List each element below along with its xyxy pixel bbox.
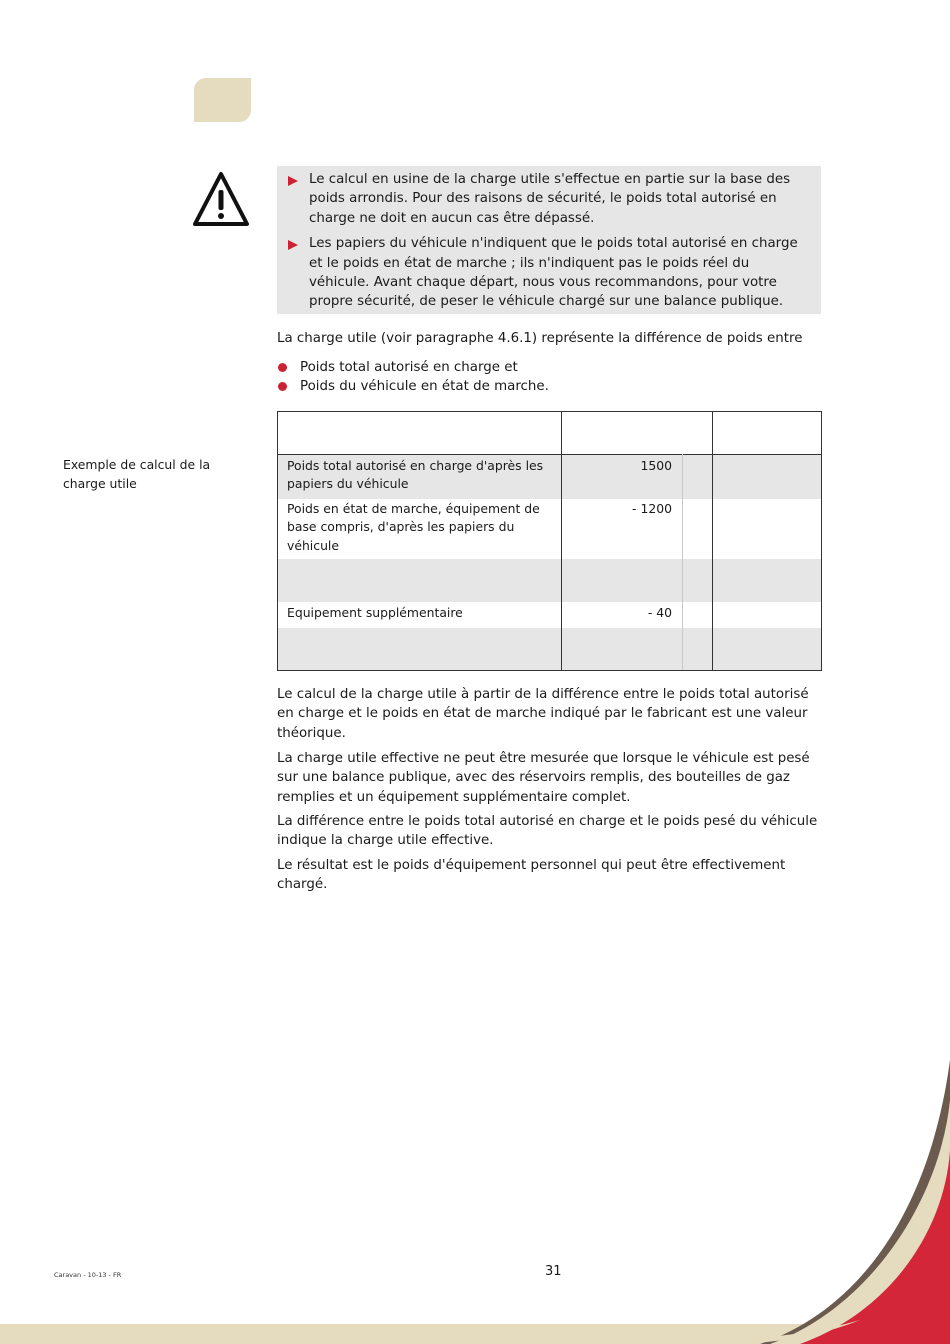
side-caption: Exemple de calcul de la charge utile (63, 457, 211, 491)
table-cell-value: - 40 (647, 605, 672, 620)
table-row (278, 455, 821, 499)
table-column-divider (682, 454, 683, 670)
round-bullet-icon (278, 382, 287, 391)
table-cell-label: Poids total autorisé en charge d'après les papiers du véhicule (287, 458, 544, 492)
table-cell-value: 1500 (640, 458, 672, 473)
decorative-swoosh-graphic (0, 1040, 950, 1344)
page-number: 31 (545, 1264, 562, 1279)
table-row (278, 602, 821, 628)
table-row (278, 499, 821, 559)
triangle-bullet-icon (288, 240, 298, 250)
warning-triangle-icon (192, 170, 250, 228)
warning-text: Les papiers du véhicule n'indiquent que le poids total autorisé en charge et le poids en état de marche ; ils n'indiquent pas le poids réel du véhicule. Avant chaque départ, nous vous recommandons, pour votre propre sécurité, de peser le véhicule chargé sur une balance publique. (309, 236, 798, 310)
paragraph: Le calcul de la charge utile à partir de la différence entre le poids total autorisé en charge et le poids en état de marche indiqué par le fabricant est une valeur théorique. (277, 687, 809, 741)
chapter-tab-marker (194, 78, 251, 122)
table-header-divider (278, 454, 821, 455)
table-column-divider (712, 412, 713, 670)
warning-box (277, 166, 821, 314)
bullet-list (277, 358, 821, 397)
paragraph: Le résultat est le poids d'équipement personnel qui peut être effectivement chargé. (277, 858, 786, 893)
list-item-text: Poids total autorisé en charge et (300, 360, 518, 375)
payload-calculation-table (277, 411, 822, 671)
table-cell-label: Poids en état de marche, équipement de base compris, d'après les papiers du véhicule (287, 501, 540, 553)
table-cell-value: - 1200 (632, 501, 672, 516)
table-column-divider (561, 412, 562, 670)
list-item (277, 377, 821, 396)
warning-item (287, 234, 811, 312)
table-row (278, 559, 821, 602)
list-item (277, 358, 821, 377)
warning-item (287, 170, 811, 228)
warning-text: Le calcul en usine de la charge utile s'effectue en partie sur la base des poids arrondis. Pour des raisons de sécurité, le poids total autorisé en charge ne doit en aucun cas être dépassé. (309, 172, 791, 226)
triangle-bullet-icon (288, 176, 298, 186)
paragraph: La différence entre le poids total autorisé en charge et le poids pesé du véhicule indique la charge utile effective. (277, 814, 818, 849)
list-item-text: Poids du véhicule en état de marche. (300, 379, 549, 395)
intro-paragraph: La charge utile (voir paragraphe 4.6.1) représente la différence de poids entre (277, 331, 803, 346)
table-row (278, 628, 821, 670)
table-cell-label: Equipement supplémentaire (287, 605, 463, 620)
paragraph: La charge utile effective ne peut être mesurée que lorsque le véhicule est pesé sur une balance publique, avec des réservoirs remplis, des bouteilles de gaz remplies et un équipement supplémentaire complet. (277, 751, 810, 805)
round-bullet-icon (278, 363, 287, 372)
footer-document-code: Caravan - 10-13 - FR (54, 1271, 122, 1279)
